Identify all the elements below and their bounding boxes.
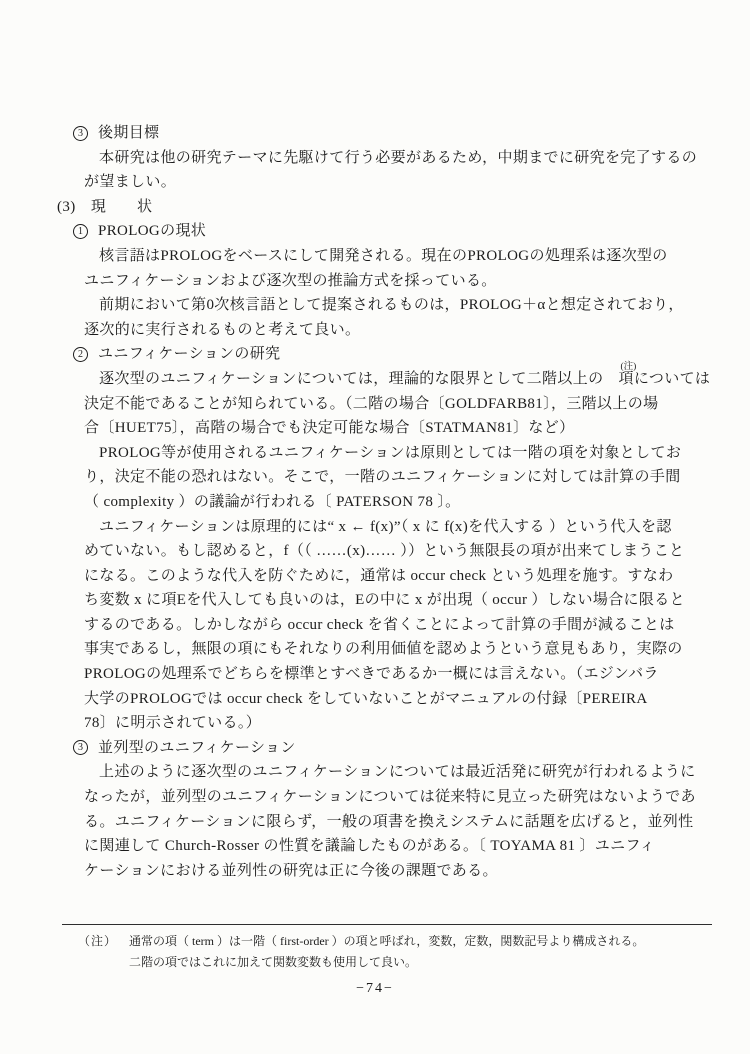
text-segment: 逐次型のユニフィケーションについては，理論的な限界として二階以上の <box>99 370 604 387</box>
footnote-line: 通常の項（ term ）は一階（ first-order ）の項と呼ばれ，変数，定数，関数記号より構成される。 <box>129 934 645 948</box>
document-body <box>57 121 722 883</box>
text-line: 逐次的に実行されるものと考えて良い。 <box>84 321 361 338</box>
text-line: になる。このような代入を防ぐために，通常は occur check という処理を施す。すなわ <box>84 567 674 584</box>
text-line: PROLOGの処理系でどちらを標準とすべきであるか一概には言えない。（エジンバラ <box>84 666 659 683</box>
text-line: 大学のPROLOGでは occur check をしていないことがマニュアルの付録〔PEREIRA <box>84 690 648 707</box>
text-line: が望ましい。 <box>84 174 177 191</box>
footnote-anchor <box>603 361 637 392</box>
page-number: −74− <box>356 981 394 996</box>
text-line: 前期において第0次核言語として提案されるものは，PROLOG＋αと想定されており， <box>99 297 684 314</box>
text-line: なったが，並列型のユニフィケーションについては従来特に見立った研究はないようであ <box>84 789 696 806</box>
text-line: る。ユニフィケーションに限らず，一般の項書を換えシステムに話題を広げると，並列性 <box>84 813 694 830</box>
section-heading-current-state: (3) 現 状 <box>57 198 153 215</box>
footnote-marker: (注) <box>620 361 637 372</box>
footnote <box>78 931 718 972</box>
section-heading-label: 後期目標 <box>98 125 160 141</box>
text-line: り，決定不能の恐れはない。そこで，一階のユニフィケーションに対しては計算の手間 <box>84 469 681 486</box>
text-line: するのである。しかしながら occur check を省くことによって計算の手間が減ることは <box>84 616 675 633</box>
footnote-text <box>129 931 718 972</box>
footnote-divider <box>62 924 712 925</box>
section-heading-late-goal <box>73 121 722 146</box>
text-line: に関連して Church-Rosser の性質を議論したものがある。〔 TOYAMA 81 〕ユニフィ <box>84 838 655 855</box>
text-line: 合〔HUET75〕，高階の場合でも決定可能な場合〔STATMAN81〕など） <box>84 420 575 437</box>
text-line: 事実であるし，無限の項にもそれなりの利用価値を認めようという意見もあり，実際の <box>84 641 683 658</box>
circled-number: 2 <box>73 347 88 362</box>
text-line: 上述のように逐次型のユニフィケーションについては最近活発に研究が行われるように <box>99 764 696 781</box>
circled-number: 1 <box>73 224 88 239</box>
section-heading-prolog-status <box>73 219 722 244</box>
circled-number: 3 <box>73 126 88 141</box>
text-line: めていない。もし認めると，f（（ ……(x)…… ））という無限長の項が出来てしまうこと <box>84 543 685 560</box>
text-line: 本研究は他の研究テーマに先駆けて行う必要があるため，中期までに研究を完了するの <box>99 149 698 166</box>
section-heading-label: ユニフィケーションの研究 <box>98 346 281 363</box>
text-line: ケーションにおける並列性の研究は正に今後の課題である。 <box>84 862 498 879</box>
footnote-line: 二階の項ではこれに加えて関数変数も使用して良い。 <box>129 954 418 969</box>
text-line: （ complexity ）の議論が行われる〔 PATERSON 78 〕。 <box>84 493 461 510</box>
text-line: PROLOG等が使用されるユニフィケーションは原則としては一階の項を対象としてお <box>99 444 682 461</box>
text-segment: については <box>633 370 711 387</box>
text-line: ユニフィケーションは原理的には“ x ← f(x)”（ x に f(x)を代入する ）という代入を認 <box>99 518 672 535</box>
text-line: 核言語はPROLOGをベースにして開発される。現在のPROLOGの処理系は逐次型の <box>99 247 668 264</box>
section-heading-label: PROLOGの現状 <box>98 223 207 240</box>
text-line: 決定不能であることが知られている。（二階の場合〔GOLDFARB81〕，三階以上の場 <box>84 395 659 412</box>
text-segment: 項 <box>618 370 634 387</box>
text-line: ち変数 x に項Eを代入しても良いのは，Eの中に x が出現（ occur ）しない場合に限ると <box>84 592 685 609</box>
text-line: ユニフィケーションおよび逐次型の推論方式を採っている。 <box>84 272 497 289</box>
circled-number: 3 <box>73 740 88 755</box>
footnote-label: （注） <box>78 934 118 948</box>
section-heading-parallel-unification <box>73 736 722 761</box>
section-heading-label: 並列型のユニフィケーション <box>98 739 296 756</box>
text-line: 78〕に明示されている。） <box>84 715 262 732</box>
text-line-with-footnote-ref <box>84 361 722 392</box>
